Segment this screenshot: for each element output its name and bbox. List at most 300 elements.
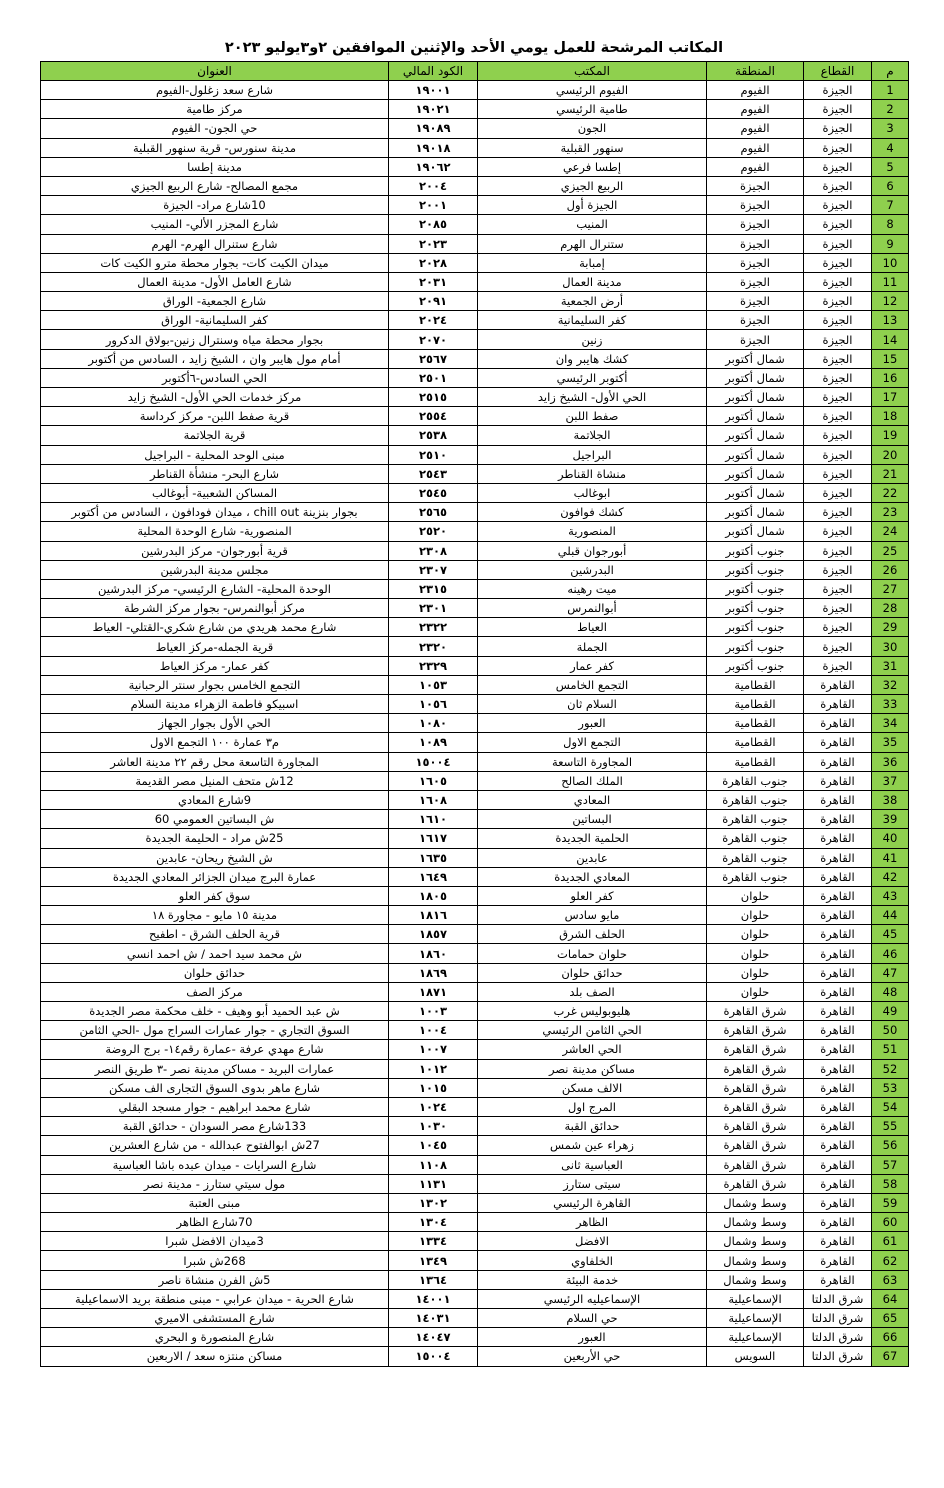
code-cell: ٢٠٠٤ — [389, 176, 478, 195]
sector-cell: الجيزة — [804, 100, 872, 119]
code-cell: ٢٥٤٣ — [389, 464, 478, 483]
code-cell: ١٠٣٠ — [389, 1117, 478, 1136]
address-cell: ش الشيخ ريحان- عابدين — [41, 848, 389, 867]
table-row — [41, 714, 909, 733]
table-body — [41, 81, 909, 1367]
table-row — [41, 829, 909, 848]
sector-cell: القاهرة — [804, 848, 872, 867]
row-number: 54 — [872, 1097, 909, 1116]
sector-cell: القاهرة — [804, 714, 872, 733]
region-cell: جنوب أكتوبر — [707, 599, 804, 618]
sector-cell: القاهرة — [804, 1021, 872, 1040]
address-cell: 268ش شبرا — [41, 1251, 389, 1270]
region-cell: الفيوم — [707, 138, 804, 157]
region-cell: جنوب القاهرة — [707, 790, 804, 809]
region-cell: شرق القاهرة — [707, 1097, 804, 1116]
address-cell: حدائق حلوان — [41, 963, 389, 982]
code-cell: ٢٠٠١ — [389, 196, 478, 215]
code-cell: ٢٠٧٠ — [389, 330, 478, 349]
sector-cell: الجيزة — [804, 311, 872, 330]
sector-cell: القاهرة — [804, 1136, 872, 1155]
code-cell: ١٨١٦ — [389, 906, 478, 925]
region-cell: القطامية — [707, 752, 804, 771]
code-cell: ١٤٠٠١ — [389, 1289, 478, 1308]
row-number: 43 — [872, 886, 909, 905]
row-number: 34 — [872, 714, 909, 733]
region-cell: جنوب القاهرة — [707, 867, 804, 886]
sector-cell: القاهرة — [804, 810, 872, 829]
office-cell: حدائق حلوان — [478, 963, 707, 982]
sector-cell: الجيزة — [804, 426, 872, 445]
region-cell: الإسماعيلية — [707, 1289, 804, 1308]
table-row — [41, 867, 909, 886]
region-cell: شمال أكتوبر — [707, 445, 804, 464]
row-number: 17 — [872, 388, 909, 407]
region-cell: القطامية — [707, 695, 804, 714]
region-cell: وسط وشمال — [707, 1232, 804, 1251]
region-cell: الجيزة — [707, 215, 804, 234]
office-cell: ميت رهينه — [478, 579, 707, 598]
region-cell: الجيزة — [707, 253, 804, 272]
region-cell: الإسماعيلية — [707, 1309, 804, 1328]
region-cell: الجيزة — [707, 176, 804, 195]
address-cell: شارع الحرية - ميدان عرابي - مبنى منطقة بريد الاسماعيلية — [41, 1289, 389, 1308]
table-row — [41, 1078, 909, 1097]
code-cell: ٢٣١٥ — [389, 579, 478, 598]
sector-cell: الجيزة — [804, 637, 872, 656]
row-number: 62 — [872, 1251, 909, 1270]
code-cell: ٢٥٤٥ — [389, 483, 478, 502]
address-cell: بجوار محطة مياه وسنترال زنين-بولاق الدكرور — [41, 330, 389, 349]
office-cell: حي الأربعين — [478, 1347, 707, 1366]
table-row — [41, 157, 909, 176]
office-cell: سيتى ستارز — [478, 1174, 707, 1193]
sector-cell: القاهرة — [804, 695, 872, 714]
table-row — [41, 1232, 909, 1251]
address-cell: عمارات البريد - مساكن مدينة نصر -٣ طريق النصر — [41, 1059, 389, 1078]
office-cell: المجاورة التاسعة — [478, 752, 707, 771]
table-row — [41, 1021, 909, 1040]
address-cell: شارع العامل الأول- مدينة العمال — [41, 272, 389, 291]
code-cell: ١٠٠٧ — [389, 1040, 478, 1059]
table-row — [41, 1174, 909, 1193]
row-number: 46 — [872, 944, 909, 963]
region-cell: جنوب القاهرة — [707, 829, 804, 848]
table-row — [41, 1309, 909, 1328]
address-cell: السوق التجاري - جوار عمارات السراج مول -الحي الثامن — [41, 1021, 389, 1040]
header-num: م — [872, 62, 909, 81]
address-cell: كفر عمار- مركز العياط — [41, 656, 389, 675]
region-cell: حلوان — [707, 886, 804, 905]
region-cell: جنوب القاهرة — [707, 810, 804, 829]
code-cell: ٢٣٠٧ — [389, 560, 478, 579]
sector-cell: شرق الدلتا — [804, 1347, 872, 1366]
sector-cell: الجيزة — [804, 388, 872, 407]
office-cell: مساكن مدينة نصر — [478, 1059, 707, 1078]
code-cell: ١٦٣٥ — [389, 848, 478, 867]
code-cell: ١٠١٥ — [389, 1078, 478, 1097]
sector-cell: القاهرة — [804, 1002, 872, 1021]
sector-cell: القاهرة — [804, 1174, 872, 1193]
office-cell: الافضل — [478, 1232, 707, 1251]
table-row — [41, 503, 909, 522]
table-row — [41, 1002, 909, 1021]
region-cell: شمال أكتوبر — [707, 349, 804, 368]
row-number: 37 — [872, 771, 909, 790]
row-number: 48 — [872, 982, 909, 1001]
table-row — [41, 176, 909, 195]
office-cell: الالف مسكن — [478, 1078, 707, 1097]
region-cell: وسط وشمال — [707, 1193, 804, 1212]
code-cell: ١٥٠٠٤ — [389, 752, 478, 771]
code-cell: ٢٥١٥ — [389, 388, 478, 407]
sector-cell: الجيزة — [804, 368, 872, 387]
office-cell: إطسا فرعي — [478, 157, 707, 176]
code-cell: ١٦١٠ — [389, 810, 478, 829]
code-cell: ١٩٠١٨ — [389, 138, 478, 157]
row-number: 58 — [872, 1174, 909, 1193]
sector-cell: القاهرة — [804, 1232, 872, 1251]
table-row — [41, 253, 909, 272]
row-number: 33 — [872, 695, 909, 714]
code-cell: ١٨٦٩ — [389, 963, 478, 982]
code-cell: ١٠١٢ — [389, 1059, 478, 1078]
sector-cell: الجيزة — [804, 119, 872, 138]
row-number: 65 — [872, 1309, 909, 1328]
header-address: العنوان — [41, 62, 389, 81]
row-number: 9 — [872, 234, 909, 253]
table-row — [41, 330, 909, 349]
sector-cell: القاهرة — [804, 1040, 872, 1059]
header-region: المنطقة — [707, 62, 804, 81]
table-row — [41, 1193, 909, 1212]
address-cell: المساكن الشعبية- أبوغالب — [41, 483, 389, 502]
office-cell: صفط اللبن — [478, 407, 707, 426]
office-cell: مدينة العمال — [478, 272, 707, 291]
region-cell: حلوان — [707, 925, 804, 944]
address-cell: قرية الحلف الشرق - اطفيح — [41, 925, 389, 944]
table-header-row — [41, 62, 909, 81]
address-cell: اسبيكو فاطمة الزهراء مدينة السلام — [41, 695, 389, 714]
sector-cell: القاهرة — [804, 752, 872, 771]
region-cell: حلوان — [707, 963, 804, 982]
sector-cell: شرق الدلتا — [804, 1289, 872, 1308]
sector-cell: الجيزة — [804, 407, 872, 426]
code-cell: ١٦٤٩ — [389, 867, 478, 886]
code-cell: ٢٠٩١ — [389, 292, 478, 311]
region-cell: شمال أكتوبر — [707, 368, 804, 387]
code-cell: ١٩٠٠١ — [389, 81, 478, 100]
code-cell: ٢٥١٠ — [389, 445, 478, 464]
table-row — [41, 1059, 909, 1078]
address-cell: قرية الجمله-مركز العياط — [41, 637, 389, 656]
table-row — [41, 1040, 909, 1059]
row-number: 4 — [872, 138, 909, 157]
region-cell: حلوان — [707, 982, 804, 1001]
code-cell: ١٣٠٢ — [389, 1193, 478, 1212]
office-cell: حدائق القبة — [478, 1117, 707, 1136]
table-row — [41, 656, 909, 675]
code-cell: ٢٥٢٠ — [389, 522, 478, 541]
row-number: 20 — [872, 445, 909, 464]
row-number: 49 — [872, 1002, 909, 1021]
office-cell: زنين — [478, 330, 707, 349]
address-cell: شارع محمد هريدي من شارع شكري-القتلي- العياط — [41, 618, 389, 637]
sector-cell: القاهرة — [804, 982, 872, 1001]
address-cell: أمام مول هايبر وان ، الشيخ زايد ، السادس من أكتوبر — [41, 349, 389, 368]
table-row — [41, 1155, 909, 1174]
row-number: 60 — [872, 1213, 909, 1232]
table-row — [41, 272, 909, 291]
address-cell: 133شارع مصر السودان - حدائق القبة — [41, 1117, 389, 1136]
region-cell: شمال أكتوبر — [707, 407, 804, 426]
region-cell: القطامية — [707, 733, 804, 752]
region-cell: الجيزة — [707, 196, 804, 215]
row-number: 35 — [872, 733, 909, 752]
row-number: 31 — [872, 656, 909, 675]
address-cell: 3ميدان الافضل شبرا — [41, 1232, 389, 1251]
address-cell: مجلس مدينة البدرشين — [41, 560, 389, 579]
table-row — [41, 963, 909, 982]
table-row — [41, 906, 909, 925]
address-cell: كفر السليمانية- الوراق — [41, 311, 389, 330]
address-cell: شارع البحر- منشأة القناطر — [41, 464, 389, 483]
address-cell: 25ش مراد - الحليمة الجديدة — [41, 829, 389, 848]
office-cell: خدمة البيئة — [478, 1270, 707, 1289]
region-cell: الفيوم — [707, 157, 804, 176]
address-cell: الحي الأول بجوار الجهاز — [41, 714, 389, 733]
address-cell: مبنى العتبة — [41, 1193, 389, 1212]
row-number: 25 — [872, 541, 909, 560]
table-row — [41, 522, 909, 541]
sector-cell: القاهرة — [804, 771, 872, 790]
table-row — [41, 368, 909, 387]
address-cell: بجوار بنزينة chill out ، ميدان فودافون ، السادس من أكتوبر — [41, 503, 389, 522]
office-cell: ابوغالب — [478, 483, 707, 502]
region-cell: الجيزة — [707, 292, 804, 311]
table-row — [41, 311, 909, 330]
address-cell: شارع الجمعية- الوراق — [41, 292, 389, 311]
address-cell: 12ش متحف المنيل مصر القديمة — [41, 771, 389, 790]
row-number: 41 — [872, 848, 909, 867]
address-cell: الحي السادس-٦أكتوبر — [41, 368, 389, 387]
code-cell: ١٩٠٦٢ — [389, 157, 478, 176]
code-cell: ٢٣٢٢ — [389, 618, 478, 637]
office-cell: التجمع الخامس — [478, 675, 707, 694]
row-number: 16 — [872, 368, 909, 387]
row-number: 26 — [872, 560, 909, 579]
table-row — [41, 1289, 909, 1308]
region-cell: القطامية — [707, 675, 804, 694]
region-cell: شرق القاهرة — [707, 1021, 804, 1040]
code-cell: ٢٠٨٥ — [389, 215, 478, 234]
office-cell: الخلفاوي — [478, 1251, 707, 1270]
office-cell: حي السلام — [478, 1309, 707, 1328]
address-cell: عمارة البرج ميدان الجزائر المعادي الجديدة — [41, 867, 389, 886]
address-cell: شارع مهدي عرفة -عمارة رقم١٤- برج الروضة — [41, 1040, 389, 1059]
office-cell: الجملة — [478, 637, 707, 656]
row-number: 47 — [872, 963, 909, 982]
table-row — [41, 560, 909, 579]
address-cell: ش عبد الحميد أبو وهيف - خلف محكمة مصر الجديدة — [41, 1002, 389, 1021]
sector-cell: القاهرة — [804, 944, 872, 963]
office-cell: العباسية ثانى — [478, 1155, 707, 1174]
region-cell: الإسماعيلية — [707, 1328, 804, 1347]
code-cell: ١٠٤٥ — [389, 1136, 478, 1155]
office-cell: منشاة القناطر — [478, 464, 707, 483]
table-row — [41, 196, 909, 215]
sector-cell: القاهرة — [804, 829, 872, 848]
row-number: 38 — [872, 790, 909, 809]
office-cell: ستنرال الهرم — [478, 234, 707, 253]
table-row — [41, 752, 909, 771]
office-cell: العبور — [478, 1328, 707, 1347]
office-cell: أرض الجمعية — [478, 292, 707, 311]
code-cell: ١٥٠٠٤ — [389, 1347, 478, 1366]
row-number: 36 — [872, 752, 909, 771]
row-number: 61 — [872, 1232, 909, 1251]
office-cell: البساتين — [478, 810, 707, 829]
row-number: 50 — [872, 1021, 909, 1040]
code-cell: ١٠٨٠ — [389, 714, 478, 733]
row-number: 51 — [872, 1040, 909, 1059]
code-cell: ٢٠٣١ — [389, 272, 478, 291]
sector-cell: الجيزة — [804, 81, 872, 100]
office-cell: طامية الرئيسي — [478, 100, 707, 119]
region-cell: شرق القاهرة — [707, 1117, 804, 1136]
office-cell: المعادي — [478, 790, 707, 809]
address-cell: قرية أبورجوان- مركز البدرشين — [41, 541, 389, 560]
region-cell: شمال أكتوبر — [707, 522, 804, 541]
office-cell: المعادي الجديدة — [478, 867, 707, 886]
row-number: 8 — [872, 215, 909, 234]
sector-cell: القاهرة — [804, 925, 872, 944]
code-cell: ١٠٠٤ — [389, 1021, 478, 1040]
region-cell: الفيوم — [707, 100, 804, 119]
address-cell: مدينة ١٥ مايو - مجاورة ١٨ — [41, 906, 389, 925]
row-number: 14 — [872, 330, 909, 349]
region-cell: شمال أكتوبر — [707, 388, 804, 407]
table-row — [41, 1347, 909, 1366]
address-cell: شارع ستنرال الهرم- الهرم — [41, 234, 389, 253]
row-number: 56 — [872, 1136, 909, 1155]
sector-cell: الجيزة — [804, 215, 872, 234]
office-cell: البراجيل — [478, 445, 707, 464]
table-row — [41, 215, 909, 234]
office-cell: الفيوم الرئيسي — [478, 81, 707, 100]
office-cell: عابدين — [478, 848, 707, 867]
address-cell: مدينة سنورس- قرية سنهور القبلية — [41, 138, 389, 157]
table-row — [41, 81, 909, 100]
sector-cell: الجيزة — [804, 138, 872, 157]
address-cell: ش محمد سيد احمد / ش احمد انسي — [41, 944, 389, 963]
code-cell: ٢٣٢٠ — [389, 637, 478, 656]
office-cell: التجمع الاول — [478, 733, 707, 752]
address-cell: مركز طامية — [41, 100, 389, 119]
region-cell: شمال أكتوبر — [707, 503, 804, 522]
address-cell: الوحدة المحلية- الشارع الرئيسي- مركز البدرشين — [41, 579, 389, 598]
region-cell: وسط وشمال — [707, 1251, 804, 1270]
code-cell: ٢٠٢٨ — [389, 253, 478, 272]
table-row — [41, 579, 909, 598]
region-cell: حلوان — [707, 944, 804, 963]
code-cell: ١٩٠٨٩ — [389, 119, 478, 138]
table-row — [41, 1270, 909, 1289]
offices-table — [40, 61, 909, 1367]
table-row — [41, 445, 909, 464]
row-number: 15 — [872, 349, 909, 368]
table-row — [41, 234, 909, 253]
address-cell: مساكن منتزه سعد / الاربعين — [41, 1347, 389, 1366]
address-cell: مبنى الوحد المحلية - البراجيل — [41, 445, 389, 464]
office-cell: الحلف الشرق — [478, 925, 707, 944]
office-cell: العبور — [478, 714, 707, 733]
sector-cell: الجيزة — [804, 464, 872, 483]
code-cell: ٢٣٢٩ — [389, 656, 478, 675]
office-cell: المرج اول — [478, 1097, 707, 1116]
row-number: 21 — [872, 464, 909, 483]
office-cell: هليوبوليس غرب — [478, 1002, 707, 1021]
row-number: 59 — [872, 1193, 909, 1212]
sector-cell: الجيزة — [804, 599, 872, 618]
sector-cell: القاهرة — [804, 886, 872, 905]
office-cell: الجيزة أول — [478, 196, 707, 215]
sector-cell: القاهرة — [804, 1155, 872, 1174]
office-cell: كفر السليمانية — [478, 311, 707, 330]
table-row — [41, 771, 909, 790]
row-number: 23 — [872, 503, 909, 522]
sector-cell: الجيزة — [804, 272, 872, 291]
region-cell: الجيزة — [707, 330, 804, 349]
row-number: 5 — [872, 157, 909, 176]
row-number: 39 — [872, 810, 909, 829]
address-cell: التجمع الخامس بجوار سنتر الرحبانية — [41, 675, 389, 694]
address-cell: المنصورية- شارع الوحدة المحلية — [41, 522, 389, 541]
sector-cell: القاهرة — [804, 867, 872, 886]
sector-cell: الجيزة — [804, 579, 872, 598]
office-cell: القاهرة الرئيسي — [478, 1193, 707, 1212]
sector-cell: الجيزة — [804, 445, 872, 464]
region-cell: الفيوم — [707, 81, 804, 100]
region-cell: شمال أكتوبر — [707, 426, 804, 445]
row-number: 40 — [872, 829, 909, 848]
region-cell: الجيزة — [707, 311, 804, 330]
office-cell: أبورجوان قبلي — [478, 541, 707, 560]
table-row — [41, 695, 909, 714]
table-row — [41, 1136, 909, 1155]
address-cell: حي الجون- الفيوم — [41, 119, 389, 138]
row-number: 7 — [872, 196, 909, 215]
code-cell: ٢٥٦٧ — [389, 349, 478, 368]
sector-cell: الجيزة — [804, 503, 872, 522]
code-cell: ١٨٦٠ — [389, 944, 478, 963]
row-number: 6 — [872, 176, 909, 195]
code-cell: ٢٠٢٤ — [389, 311, 478, 330]
sector-cell: الجيزة — [804, 618, 872, 637]
sector-cell: القاهرة — [804, 1193, 872, 1212]
row-number: 10 — [872, 253, 909, 272]
office-cell: أبوالنمرس — [478, 599, 707, 618]
code-cell: ١٣٦٤ — [389, 1270, 478, 1289]
code-cell: ١٠٥٦ — [389, 695, 478, 714]
address-cell: قرية الجلاتمة — [41, 426, 389, 445]
sector-cell: الجيزة — [804, 196, 872, 215]
sector-cell: الجيزة — [804, 157, 872, 176]
region-cell: جنوب القاهرة — [707, 771, 804, 790]
row-number: 55 — [872, 1117, 909, 1136]
sector-cell: القاهرة — [804, 963, 872, 982]
sector-cell: القاهرة — [804, 906, 872, 925]
